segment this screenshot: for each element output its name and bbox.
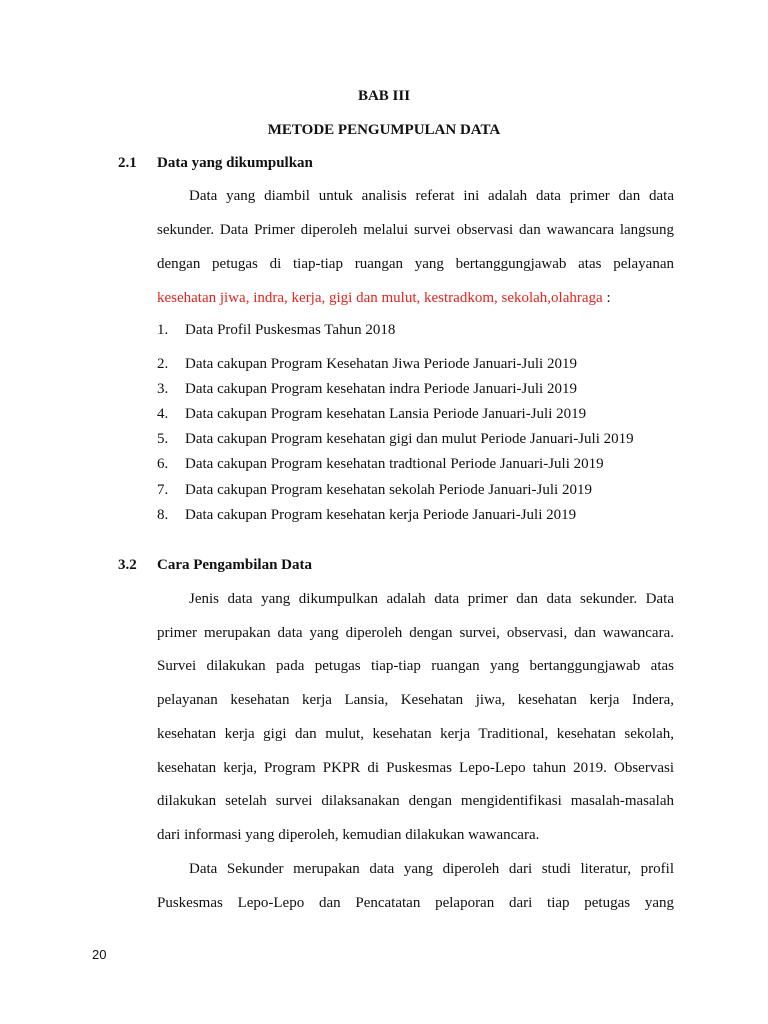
chapter-title: METODE PENGUMPULAN DATA	[267, 122, 501, 138]
list-item: Data Profil Puskesmas Tahun 2018	[185, 322, 396, 338]
list-item-number: 3.	[157, 381, 169, 397]
section-number: 2.1	[118, 155, 137, 171]
paragraph-line: Jenis data yang dikumpulkan adalah data primer dan data sekunder. Data	[189, 591, 674, 607]
paragraph-line: primer merupakan data yang diperoleh dengan survei, observasi, dan wawancara.	[157, 625, 674, 641]
paragraph-line: Data yang diambil untuk analisis referat ini adalah data primer dan data	[189, 188, 674, 204]
paragraph-line: dari informasi yang diperoleh, kemudian dilakukan wawancara.	[157, 827, 540, 843]
list-item: Data cakupan Program Kesehatan Jiwa Periode Januari-Juli 2019	[185, 356, 577, 372]
colon-suffix: :	[602, 290, 611, 306]
section-number: 3.2	[118, 557, 137, 573]
paragraph-line: sekunder. Data Primer diperoleh melalui survei observasi dan wawancara langsung	[157, 222, 674, 238]
list-item: Data cakupan Program kesehatan sekolah Periode Januari-Juli 2019	[185, 482, 592, 498]
list-item-number: 7.	[157, 482, 169, 498]
list-item-number: 8.	[157, 507, 169, 523]
list-item: Data cakupan Program kesehatan Lansia Periode Januari-Juli 2019	[185, 406, 587, 422]
paragraph-line: pelayanan kesehatan kerja Lansia, Kesehatan jiwa, kesehatan kerja Indera,	[157, 692, 674, 708]
list-item-number: 1.	[157, 322, 169, 338]
list-item-number: 2.	[157, 356, 169, 372]
chapter-heading: BAB III	[357, 88, 411, 104]
page-number: 20	[92, 947, 107, 962]
list-item: Data cakupan Program kesehatan indra Periode Januari-Juli 2019	[185, 381, 577, 397]
list-item-number: 6.	[157, 456, 169, 472]
paragraph-line: Survei dilakukan pada petugas tiap-tiap ruangan yang bertanggungjawab atas	[157, 658, 674, 674]
highlighted-text: kesehatan jiwa, indra, kerja, gigi dan mulut, kestradkom, sekolah,olahraga	[157, 290, 603, 306]
list-item: Data cakupan Program kesehatan gigi dan mulut Periode Januari-Juli 2019	[185, 431, 634, 447]
paragraph-line: dengan petugas di tiap-tiap ruangan yang bertanggungjawab atas pelayanan	[157, 256, 674, 272]
section-title: Cara Pengambilan Data	[157, 557, 312, 573]
list-item-number: 4.	[157, 406, 169, 422]
paragraph-line: Puskesmas Lepo-Lepo dan Pencatatan pelaporan dari tiap petugas yang	[157, 895, 674, 911]
paragraph-line: dilakukan setelah survei dilaksanakan dengan mengidentifikasi masalah-masalah	[157, 793, 674, 809]
list-item-number: 5.	[157, 431, 169, 447]
section-title: Data yang dikumpulkan	[157, 155, 313, 171]
paragraph-line: Data Sekunder merupakan data yang diperoleh dari studi literatur, profil	[189, 861, 674, 877]
paragraph-line: kesehatan kerja, Program PKPR di Puskesmas Lepo-Lepo tahun 2019. Observasi	[157, 760, 674, 776]
list-item: Data cakupan Program kesehatan tradtional Periode Januari-Juli 2019	[185, 456, 604, 472]
paragraph-line-highlighted	[157, 290, 611, 307]
paragraph-line: kesehatan kerja gigi dan mulut, kesehatan kerja Traditional, kesehatan sekolah,	[157, 726, 674, 742]
list-item: Data cakupan Program kesehatan kerja Periode Januari-Juli 2019	[185, 507, 577, 523]
